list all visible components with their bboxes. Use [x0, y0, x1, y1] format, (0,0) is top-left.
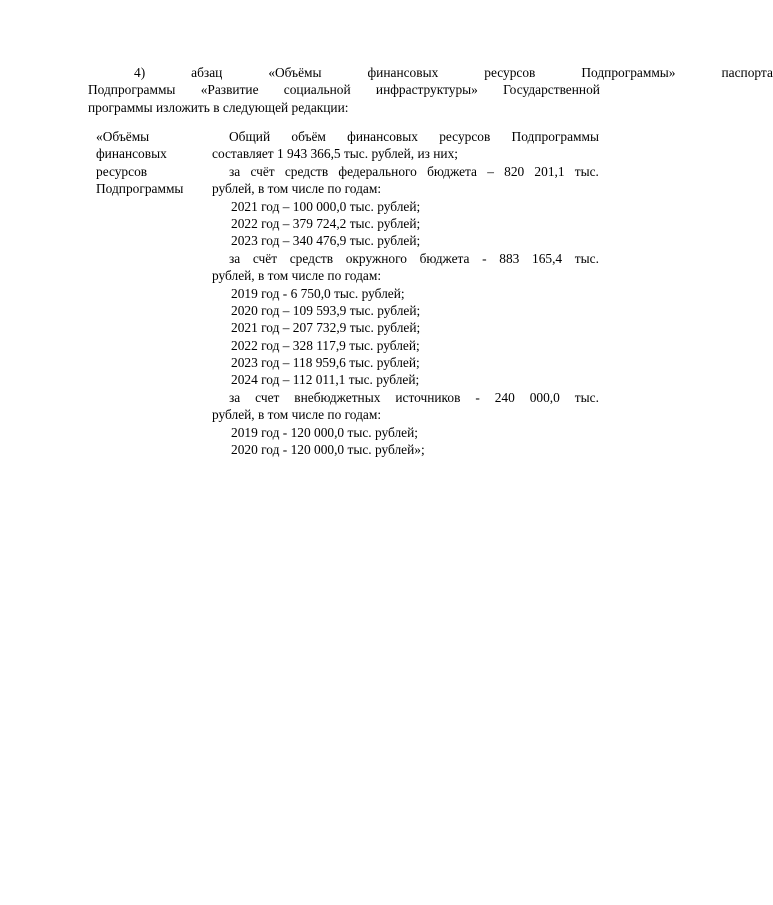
district-year-line: 2021 год – 207 732,9 тыс. рублей; — [231, 320, 421, 336]
total-line-1 — [212, 128, 599, 145]
federal-year-line: 2023 год – 340 476,9 тыс. рублей; — [231, 233, 421, 249]
word: «Объёмы — [268, 65, 322, 80]
word: 4) — [134, 65, 146, 80]
word: счёт — [252, 250, 278, 266]
word: – — [487, 163, 494, 179]
federal-year-line: 2021 год – 100 000,0 тыс. рублей; — [231, 198, 421, 214]
word: тыс. — [574, 250, 599, 266]
label-line: ресурсов — [96, 163, 148, 179]
intro-line-1 — [88, 64, 773, 81]
extra-line-2: рублей, в том числе по годам: — [212, 407, 382, 423]
word: за — [229, 163, 241, 179]
word: бюджета — [419, 250, 470, 266]
word: «Развитие — [200, 82, 259, 98]
word: паспорта — [721, 65, 773, 80]
word: тыс. — [574, 163, 599, 179]
word: Общий — [229, 129, 271, 144]
word: счёт — [250, 163, 275, 179]
word: финансовых — [347, 129, 418, 144]
district-line-1 — [212, 250, 599, 267]
word: за — [229, 389, 241, 405]
word: 201,1 — [534, 163, 565, 179]
total-line-2: составляет 1 943 366,5 тыс. рублей, из них; — [212, 146, 459, 162]
federal-line-1 — [212, 163, 599, 180]
word: - — [475, 389, 480, 405]
word: социальной — [283, 82, 351, 98]
district-year-line: 2024 год – 112 011,1 тыс. рублей; — [231, 372, 420, 388]
word: 165,4 — [532, 250, 563, 266]
word: - — [482, 250, 487, 266]
word: ресурсов — [439, 129, 491, 144]
district-year-line: 2020 год – 109 593,9 тыс. рублей; — [231, 302, 421, 318]
district-year-line: 2023 год – 118 959,6 тыс. рублей; — [231, 355, 420, 371]
word: инфраструктуры» — [375, 82, 478, 98]
intro-paragraph — [88, 64, 773, 116]
district-year-line: 2019 год - 6 750,0 тыс. рублей; — [231, 285, 405, 301]
funding-content-column — [212, 128, 599, 458]
word: Государственной — [503, 82, 600, 98]
word: 240 — [494, 389, 515, 405]
federal-line-2: рублей, в том числе по годам: — [212, 181, 382, 197]
word: окружного — [345, 250, 407, 266]
word: средств — [284, 163, 329, 179]
federal-year-line: 2022 год – 379 724,2 тыс. рублей; — [231, 215, 421, 231]
word: средств — [289, 250, 334, 266]
label-line: Подпрограммы — [96, 181, 184, 197]
word: счет — [255, 389, 280, 405]
word: тыс. — [574, 389, 599, 405]
extra-year-line: 2019 год - 120 000,0 тыс. рублей; — [231, 424, 418, 440]
funding-label-column — [96, 128, 206, 198]
word: Подпрограммы — [511, 129, 599, 144]
extra-line-1 — [212, 389, 599, 406]
district-year-line: 2022 год – 328 117,9 тыс. рублей; — [231, 337, 420, 353]
label-line: «Объёмы — [96, 129, 150, 144]
word: за — [229, 250, 241, 266]
intro-line-2 — [88, 81, 600, 98]
word: источников — [395, 389, 461, 405]
word: федерального — [338, 163, 417, 179]
word: 883 — [499, 250, 520, 266]
district-line-2: рублей, в том числе по годам: — [212, 268, 382, 284]
word: Подпрограммы — [88, 82, 176, 98]
extra-year-line: 2020 год - 120 000,0 тыс. рублей»; — [231, 442, 425, 458]
word: объём — [291, 129, 326, 144]
word: Подпрограммы» — [581, 65, 676, 80]
word: внебюджетных — [294, 389, 381, 405]
word: 000,0 — [529, 389, 560, 405]
intro-line-3: программы изложить в следующей редакции: — [88, 99, 349, 115]
word: ресурсов — [484, 65, 536, 80]
word: абзац — [191, 65, 223, 80]
label-line: финансовых — [96, 146, 167, 162]
word: бюджета — [427, 163, 478, 179]
word: 820 — [504, 163, 525, 179]
word: финансовых — [367, 65, 439, 80]
